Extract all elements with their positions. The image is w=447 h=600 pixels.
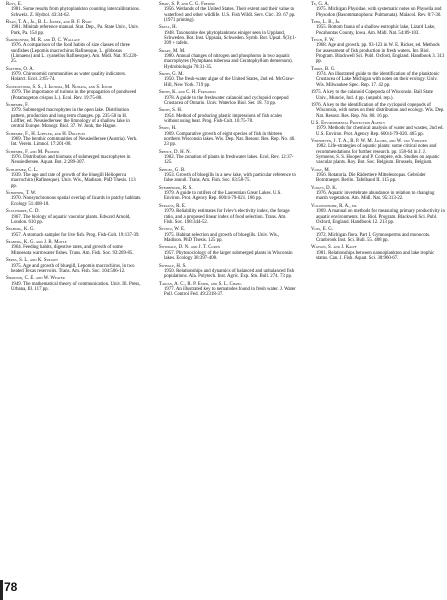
- reference-author: Swingle, H. S.: [159, 263, 187, 269]
- reference-text: 1976. A key to the identification of the cyclopoid copepods of Wisconsin, with notes on their distribution and ecology. Wis. Dep. Nat. Resour. Res. Rep. No. 88. 16 pp.: [311, 102, 445, 119]
- reference-text: 1957. A stomach sampler for live fish. Prog. Fish-Cult. 19:137-39.: [11, 232, 140, 238]
- reference-entry: [159, 245, 297, 261]
- reference-entry: [6, 258, 142, 274]
- reference-text: 1979. Submerged macrophytes in the open lake. Distribution pattern, production and long term changes. pp. 235-50 in H. Löffler, ed. Neusiedlersee: the limnology of a shallow lake in central Europe. Monogr. Biol. 37. W. Junk, the Hague.: [11, 108, 130, 130]
- reference-text: 1969. A manual on methods for measuring primary productivity in aquatic environments. Int. Biol. Program. Blackwell Sci. Publ. Oxford, England. Handbook 12. 213 pp.: [316, 209, 445, 225]
- reference-entry: [159, 282, 297, 298]
- reference-entry: [159, 227, 297, 243]
- reference-text: 1980. Annual changes of nitrogen and phosphorus in two aquatic macrophytes (Nymphaea tuberosa and Ceratophyllum demersum). Hydrobiologia 70:31-35.: [164, 54, 293, 70]
- reference-entry: [159, 2, 297, 23]
- reference-author: Shaw, S. P. and C. G. Fredine: [159, 2, 216, 7]
- reference-entry: [6, 150, 142, 166]
- reference-entry: [311, 20, 445, 36]
- reference-author: Sastroutomo, S. S., I. Ikusima, M. Numata, and S. Iizumi: [6, 84, 113, 90]
- reference-author: Ryan, T. A., Jr., B. L. Joiner, and B. F. Ryan: [6, 20, 92, 26]
- reference-text: 1974. An illustrated guide to the identification of the planktonic Crustacea of Lake Michigan with notes on their ecology. Univ. Wis. Milwaukee Spec. Rep. 17. 42 pp.: [316, 72, 440, 88]
- reference-text: 1979. Methods for chemical analysis of water and wastes, 2nd ed. U.S. Environ. Prot. Agency Rep. 600/4-79-020. 465 pp.: [316, 126, 444, 137]
- reference-text: 1975. Habitat selection and growth of bluegills. Univ. Wis., Madison. PhD Thesis. 125 pp.: [164, 232, 280, 243]
- reference-author: Shannon, C. E. and W. Weaver: [6, 276, 65, 282]
- reference-text: 1982. The zonation of plants in freshwater lakes. Ecol. Rev. 12:37-125.: [164, 155, 294, 166]
- reference-author: Saether, O. A.: [6, 66, 35, 72]
- reference-text: 1949. The mathematical theory of communication. Univ. Ill. Press, Urbana, Ill. 117 pp.: [11, 281, 141, 292]
- reference-entry: [159, 126, 297, 147]
- reference-text: 1950. The fresh-water algae of the United States, 2nd ed. McGraw-Hill, New York. 719 pp.: [164, 77, 295, 88]
- reference-text: 1969. The benthic communities of Neusiedlersee (Austria). Verh. Int. Verein. Limnol. 17:201-08.: [11, 136, 138, 148]
- reference-entry: [311, 103, 445, 119]
- reference-author: Serns, S. L. and K. Strawn: [6, 258, 58, 264]
- reference-text: 1956. Rotatoria. Die Rädertiere Mitteleuropas. Gebrüder Borntraeger. Berlin. Tafelband II. 115 pp.: [316, 173, 426, 184]
- reference-text: 1969. Comparative growth of eight species of fish in thirteen northern Wisconsin lakes. Wis. Dep. Nat. Resour. Res. Rep. No. 46. 23 pp.: [164, 131, 296, 148]
- reference-entry: [311, 67, 445, 88]
- reference-text: 1956. Wetlands of the United States. Their extent and their value to waterfowl and other wildlife. U.S. Fish Wildl. Serv. Circ. 39. 67 pp. (1971 printing).: [164, 7, 296, 23]
- reference-entry: [311, 227, 445, 243]
- reference-text: 1976. Distribution and biomass of submerged macrophytes in Neusiedlersee. Aquat. Bot. 2:289-307.: [11, 155, 131, 166]
- reference-author: Skuja, H.: [159, 25, 177, 31]
- reference-entry: [311, 139, 445, 165]
- reference-entry: [159, 150, 297, 166]
- page-number: 78: [4, 580, 18, 594]
- reference-author: U.S. Environmental Protection Agency: [311, 121, 386, 127]
- reference-author: Tesch, F. W.: [311, 38, 335, 44]
- reference-author: Spiegel, G. B.: [159, 167, 186, 173]
- reference-author: Watson, S. and J. Kalff: [311, 245, 357, 251]
- reference-column-3: [311, 2, 445, 264]
- reference-entry: [311, 90, 445, 101]
- reference-text: 1978. A guide to the freshwater calanoid and cyclopoid copepod Crustacea of Ontario. Univ. Waterloo Biol. Ser. 18. 74 pp.: [164, 95, 289, 106]
- reference-entry: [6, 132, 142, 148]
- reference-entry: [311, 186, 445, 202]
- reference-text: 1981. Some results from phytoplankton counting intercalibrations. Schweiz. Z. Hydrol. 43:34-62.: [11, 7, 140, 18]
- reference-author: Schiemer, F.: [6, 102, 29, 108]
- reference-column-2: [159, 2, 297, 300]
- reference-text: 1982. Life-strategies of aquatic plants: some critical notes and recommendations for further research. pp. 158-64 in J. J. Symoens, S. S. Hooper and P. Compère, eds. Studies on aquatic vascular plants. Roy. Bot. Soc. Belgium. Brussels, Belgium.: [316, 144, 440, 166]
- reference-entry: [159, 108, 297, 124]
- reference-author: Verhoeven, J. T. A., R. P. W. M. Jacobs, and W. van Vierssen: [311, 139, 427, 145]
- reference-author: Seaburg, K. G.: [6, 227, 35, 233]
- reference-text: 1979. A guide to rotifers of the Laurentian Great Lakes. U.S. Environ. Prot. Agency Rep. 600/4-79-021. 186 pp.: [164, 191, 282, 202]
- reference-entry: [6, 276, 142, 292]
- reference-author: Te, G. A.: [311, 2, 330, 7]
- reference-entry: [311, 121, 445, 137]
- reference-entry: [6, 240, 142, 256]
- reference-entry: [311, 168, 445, 184]
- reference-text: 1967. The biology of aquatic vascular plants. Edward Arnold, London. 610 pp.: [11, 214, 131, 225]
- reference-text: 1976. Aquatic invertebrate abundance in relation to changing marsh vegetation. Am. Midl. Nat. 95:313-22.: [316, 191, 435, 202]
- reference-entry: [159, 49, 297, 70]
- reference-author: Smith, G. M.: [159, 72, 184, 78]
- reference-entry: [311, 38, 445, 64]
- reference-author: Swindale, D. N. and J. T. Curtis: [159, 245, 221, 251]
- reference-author: Rott, E.: [6, 2, 23, 7]
- reference-entry: [311, 204, 445, 225]
- reference-text: 1970. Nonsynchronous spatial overlap of lizards in patchy habitats. Ecology 51:408-18.: [11, 196, 142, 207]
- reference-entry: [6, 168, 142, 189]
- reference-author: Stemberger, R. S.: [159, 185, 193, 191]
- reference-author: Sadzikowski, M. R. and D. C. Wallace: [6, 38, 81, 44]
- reference-entry: [6, 227, 142, 238]
- page-edge-mark: [0, 580, 3, 600]
- reference-author: Voss, E. G.: [311, 227, 334, 233]
- reference-entry: [311, 2, 445, 18]
- reference-text: 1979. The importance of turions in the propagation of pondweed (Potamogeton crispus L.). Ecol. Rev. 19:75-88.: [11, 90, 137, 101]
- reference-author: Sculthorpe, C. D.: [6, 209, 40, 215]
- reference-text: 1976. A comparison of the food habits of size classes of three sunfishes (Lepomis macrochirus Rafinesque, L. gibbosus (Linnaeus) and L. cyanellus Rafinesque). Am. Midl. Nat. 95:220-25.: [11, 43, 138, 65]
- reference-author: Voigts, D. K.: [311, 185, 338, 191]
- reference-text: 1975. Age and growth of bluegill, Lepomis macrochirus, in two heated Texas reservoirs. Trans. Am. Fish. Soc. 104:506-12.: [11, 263, 135, 274]
- reference-text: 1979. Chironomid communities as water quality indicators. Holarct. Ecol. 2:65-74.: [11, 72, 127, 83]
- reference-entry: [311, 245, 445, 261]
- reference-author: Smart, M. M.: [159, 48, 186, 54]
- reference-text: 1950. Relationships and dynamics of balanced and unbalanced fish populations. Ala. Polytech. Inst. Agric. Exp. Stn. Bull. 274. 73 pp.: [164, 268, 295, 280]
- reference-author: Schiemer, F. and M. Prosser: [6, 149, 60, 155]
- reference-author: Strauss, R. E.: [159, 203, 187, 209]
- reference-text: 1979. Reliability estimates for Ivlev's electivity index, the forage ratio, and a proposed linear index of food selection. Trans. Am. Fish. Soc. 108:344-52.: [164, 209, 290, 225]
- reference-text: 1972. Michigan flora. Part I. Gymnosperms and monocots. Cranbrook Inst. Sci. Bull. 55. 488 pp.: [316, 232, 431, 243]
- reference-text: 1955. Bottom fauna of a shallow eutrophic lake, Lizard Lake, Pocahontas County, Iowa. Am. Midl. Nat. 54:89-103.: [316, 25, 436, 36]
- reference-author: Torke, B. G.: [311, 66, 336, 72]
- reference-author: Spence, D. H. N.: [159, 149, 191, 155]
- reference-text: 1948. Taxonomie des phytoplanktons einiger seen in Uppland, Schweden. Bot. Inst. Uppsala, Schweden. Symb. Bot. Upsal. 9(3):1-399 + tafeln.: [164, 30, 297, 47]
- reference-entry: [6, 209, 142, 225]
- reference-entry: [159, 264, 297, 280]
- reference-entry: [6, 191, 142, 207]
- reference-author: Schloemer, C. L.: [6, 167, 39, 173]
- reference-author: Snow, H.: [159, 126, 177, 132]
- reference-author: Voigt, M.: [311, 167, 331, 173]
- reference-entry: [159, 72, 297, 88]
- reference-text: 1981. Minitab reference manual. Stat. Dep., Pa. State Univ., Univ. Park, Pa. 154 pp.: [11, 25, 139, 36]
- reference-author: Tarjan, A. C., R. P. Esser, and S. L. Chang: [159, 281, 242, 287]
- reference-text: 1964. Feeding habits, digestive rates, and growth of some Minnesota warmwater fishes. Trans. Am. Fish. Soc. 93:269-85.: [11, 245, 134, 256]
- reference-text: 1954. Method of producing plastic impressions of fish scales without using heat. Prog. Fish-Cult. 16:75-78.: [164, 113, 282, 124]
- reference-text: 1968. Age and growth. pp. 93-123 in W. E. Ricker, ed. Methods for assessment of fish production in fresh waters. Int. Biol. Program. Blackwell Sci. Publ. Oxford, England. Handbook 3. 313 pp.: [316, 43, 445, 65]
- reference-author: Schiemer, F., H. Löffler, and H. Dollfuss: [6, 131, 86, 137]
- reference-column-1: [6, 2, 142, 294]
- reference-text: 1977. An illustrated key to nematodes found in fresh water. J. Water Poll. Control Fed. 49:2318-37.: [164, 286, 296, 298]
- reference-author: Seaburg, K. G. and J. B. Moyle: [6, 240, 67, 246]
- reference-entry: [159, 168, 297, 184]
- reference-entry: [6, 85, 142, 101]
- reference-entry: [159, 204, 297, 225]
- reference-text: 1975. Michigan Physidae, with systematic notes on Physella and Physodon (Basommatophora: Pulmonata). Malacol. Rev. 8:7-30.: [316, 7, 442, 18]
- reference-author: Smith, K. and C. H. Fernando: [159, 90, 216, 96]
- reference-author: Smith, S. H.: [159, 108, 183, 114]
- reference-entry: [6, 38, 142, 64]
- reference-text: 1975. A key to the calanoid Copepoda of Wisconsin. Ball State Univ., Muncie, Ind. 4 pp. (unpubl. rep.).: [311, 90, 433, 101]
- reference-author: Tebo, L. B., Jr.: [311, 20, 341, 26]
- reference-entry: [6, 67, 142, 83]
- reference-author: Stuntz, W. E.: [159, 227, 186, 233]
- reference-author: Schoener, T. W.: [6, 191, 37, 197]
- reference-entry: [6, 103, 142, 129]
- reference-text: 1981. Relationships between nannoplankton and lake trophic status. Can. J. Fish. Aquat. Sci. 38:960-67.: [316, 250, 435, 262]
- reference-entry: [159, 25, 297, 46]
- reference-text: 1957. Phytosociology of the larger submerged plants in Wisconsin lakes. Ecology 38:397-408.: [164, 250, 293, 262]
- reference-author: Vollenweider, R. A., ed.: [311, 203, 358, 209]
- reference-entry: [159, 90, 297, 106]
- reference-text: 1953. Growth of bluegills in a new lake, with particular reference to false annuli. Trans. Am. Fish. Soc. 83:58-75.: [164, 173, 296, 184]
- reference-text: 1939. The age and rate of growth of the bluegill Helioperca macrochira (Rafinesque). Univ. Wis., Madison. PhD Thesis. 113 pp.: [11, 173, 136, 189]
- reference-entry: [6, 20, 142, 36]
- reference-entry: [159, 186, 297, 202]
- reference-entry: [6, 2, 142, 18]
